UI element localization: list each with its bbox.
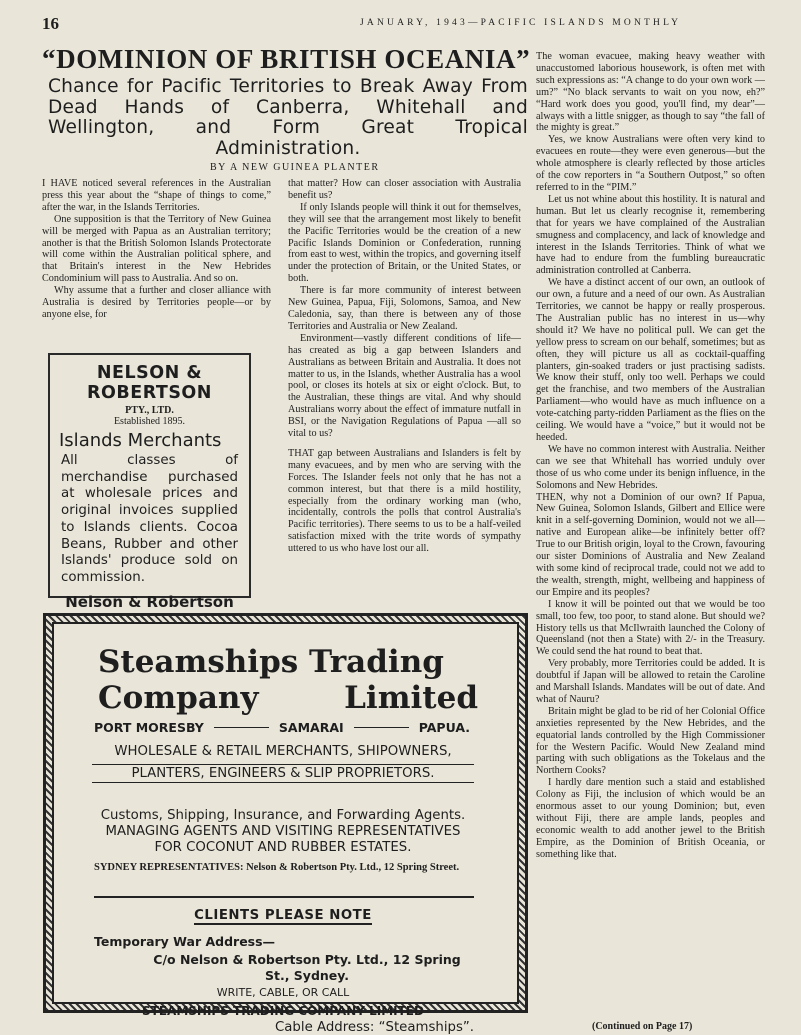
port-name: SAMARAI <box>278 720 344 735</box>
paragraph: Let us not whine about this hostility. It is natural and human. But let us clearly recognise it, remembering that for years we have complained of the Australian smugness and complacency, and lack of knowledge and interest in the Islands Territories. Think of what we have had to endure from the fumbling bureaucratic administration controlled at Canberra. <box>536 193 765 277</box>
page-number: 16 <box>42 14 59 33</box>
advert-title-line-2 <box>98 680 478 716</box>
paragraph: I know it will be pointed out that we would be too small, too few, too poor, to stand alone. But should we? History tells us that McIlwraith launched the Colony of Queensland (not then a State) with 2/- in the Treasury. We could send the hat round to beat that. <box>536 598 765 658</box>
continued-note: (Continued on Page 17) <box>592 1021 693 1032</box>
paragraph: Yes, we know Australians were often very kind to evacuees en route—they were even generous—but the whole atmosphere is clearly reflected by those articles of the cow reporters in “a Southern Outpost,” so often referred to in the “PIM.” <box>536 134 765 193</box>
paragraph: If only Islands people will think it out for themselves, they will see that the arrangement most likely to benefit the Pacific Territories would be the creation of a new Pacific Islands Dominion or Confederation, running from east to west, within the tropics, and governing itself under the protection of Britain, or the United States, or both. <box>288 201 521 285</box>
advert-note <box>92 908 474 923</box>
advert-tagline: Islands Merchants <box>59 430 222 451</box>
advert-sydney-reps: SYDNEY REPRESENTATIVES: Nelson & Robertson Pty. Ltd., 12 Spring Street. <box>94 862 460 873</box>
advert-cable: Cable Address: “Steamships”. <box>275 1020 474 1035</box>
paragraph: One supposition is that the Territory of New Guinea will be merged with Papua as an Australian territory; another is that the British Solomon Islands Protectorate will come within the Australian political sphere, and that Britain's interest in the New Hebrides Condominium will pass to Australia. And so on. <box>42 213 271 285</box>
paragraph: I HAVE noticed several references in the Australian press this year about the “shape of things to come,” after the war, in the Islands Territories. <box>42 178 271 213</box>
article-column-3 <box>536 51 765 861</box>
advert-line: PLANTERS, ENGINEERS & SLIP PROPRIETORS. <box>92 764 474 783</box>
advert-war-address: C/o Nelson & Robertson Pty. Ltd., 12 Spring St., Sydney. <box>153 952 461 983</box>
advert-title-company: Company <box>98 680 259 716</box>
advert-company: STEAMSHIPS TRADING COMPANY LIMITED <box>142 1004 424 1018</box>
paragraph: We have no common interest with Australia. Neither can we see that Whitehall has worried unduly over those of us who come under its benign influence, in the Solomons and New Hebrides. <box>536 443 765 491</box>
paragraph: We have a distinct accent of our own, an outlook of our own, a future and a need of our own. As Australian Territories, we cannot be happy or really prosperous. The Australian public has no interest in us—why should it? We have no political pull. We can get the yellow press to scream on our behalf, sometimes; but as often, they will picture us all as cocktail-quaffing planters, gin-soaked traders or just practising sadists. We know their stuff, only too well. Perhaps we could get the franchise, and two members of the Australian Parliament—who would have as much influence on a vote-catching party-ridden Parliament as the flies on the ceiling. We would have a “voice,” but it would not be heeded. <box>536 277 765 443</box>
advert-ports <box>94 720 470 735</box>
divider <box>94 896 474 898</box>
divider <box>214 727 269 728</box>
advert-note-text: CLIENTS PLEASE NOTE <box>194 908 372 923</box>
advert-write: WRITE, CABLE, OR CALL <box>216 986 350 999</box>
port-name: PORT MORESBY <box>94 720 204 735</box>
nelson-robertson-advert <box>48 353 251 611</box>
advert-established: Established 1895. <box>113 416 186 427</box>
steamships-advert-inner <box>52 622 519 1035</box>
advert-title-limited: Limited <box>344 680 478 716</box>
advert-body: All classes of merchandise purchased at wholesale prices and original invoices supplied to Islands clients. Cocoa Beans, Rubber and other Islands' produce sold on commission. <box>61 453 238 585</box>
advert-pty: PTY., LTD. <box>125 405 174 416</box>
paragraph: Very probably, more Territories could be added. It is doubtful if Japan will be allowed to retain the Caroline and Marshall Islands. Mandates will be out of date. And what of Nauru? <box>536 658 765 705</box>
paragraph: Britain might be glad to be rid of her Colonial Office anxieties represented by the New Hebrides, and the equatorial lands controlled by the High Commissioner for the Western Pacific. Would New Zealand mind parting with such obligations as the Tokelaus and the Northern Cooks? <box>536 705 765 777</box>
running-head: JANUARY, 1943—PACIFIC ISLANDS MONTHLY <box>360 18 682 28</box>
advert-line: WHOLESALE & RETAIL MERCHANTS, SHIPOWNERS, <box>114 744 452 759</box>
steamships-advert <box>43 613 528 1035</box>
article-column-1 <box>42 178 271 321</box>
article-column-2 <box>288 178 521 555</box>
article-byline: BY A NEW GUINEA PLANTER <box>210 162 380 173</box>
article-headline: “DOMINION OF BRITISH OCEANIA” <box>42 44 531 74</box>
paragraph: There is far more community of interest between New Guinea, Papua, Fiji, Solomons, Samoa, and New Caledonia, say, than there is between any of those Territories and Australia or New Zealand. <box>288 285 521 332</box>
advert-title-line-1: Steamships Trading <box>98 644 444 680</box>
port-name: PAPUA. <box>418 720 471 735</box>
paragraph: The woman evacuee, making heavy weather with unaccustomed laborious housework, is often met with such expressions as: “A change to do your own work —um?” “No black servants to wait on you now, eh?” “Hard work does you good, you'll find, my dear”—always with a little snigger, as though to say “the fall of the mighty is great.” <box>536 51 765 134</box>
paragraph: Environment—vastly different conditions of life—has created as big a gap between Islanders and Australians as between Britain and Australia. It does not matter to us, in the Islands, whether Australia has a wool pool, or closes its hotels at six or eight o'clock. But, to the Australian, these things are vital. And why should Australians worry about the effect of immature nutfall in BSI, or the Navigation Regulations of Papua —all so vital to us? <box>288 332 521 440</box>
advert-company-name: NELSON & ROBERTSON <box>87 363 212 403</box>
advert-war-address-label: Temporary War Address— <box>94 934 276 949</box>
advert-services: Customs, Shipping, Insurance, and Forwarding Agents. MANAGING AGENTS AND VISITING REPRESENTATIVES FOR COCONUT AND RUBBER ESTATES. <box>100 808 466 855</box>
divider <box>354 727 409 728</box>
advert-signature: Nelson & Robertson <box>65 592 234 611</box>
paragraph: I hardly dare mention such a staid and established Colony as Fiji, the inclusion of which would be an enormous asset to our young Dominion; but, even without Fiji, there are ample lands, peoples and economic wealth to add another jewel to the British Empire, as the Dominion of British Oceania, or something like that. <box>536 777 765 860</box>
paragraph: THAT gap between Australians and Islanders is felt by many evacuees, and by men who are serving with the Forces. The Islander feels not only that he has not a common interest, but that there is a mild hostility, especially from the ordinary working man (who, incidentally, controls the polls that control Australia's Pacific territories). There seems to us to be a half-veiled satisfaction mixed with the trite words of sympathy uttered to us who have lost our all. <box>288 447 521 555</box>
article-subhead: Chance for Pacific Territories to Break Away From Dead Hands of Canberra, Whitehall and Wellington, and Form Great Tropical Administration. <box>48 76 528 159</box>
paragraph: that matter? How can closer association with Australia benefit us? <box>288 178 521 201</box>
paragraph: Why assume that a further and closer alliance with Australia is desired by Territories people—or by anyone else, for <box>42 285 271 320</box>
paragraph: THEN, why not a Dominion of our own? If Papua, New Guinea, Solomon Islands, Gilbert and Ellice were knit in a self-governing Dominion, would not we all—native and European alike—be infinitely better off? True to our British origin, loyal to the Crown, favouring our sister Dominions of Australia and New Zealand with some kind of reciprocal trade, could not we add to the wealth, strength, might, wellbeing and happiness of our Empire and its peoples? <box>536 491 765 598</box>
